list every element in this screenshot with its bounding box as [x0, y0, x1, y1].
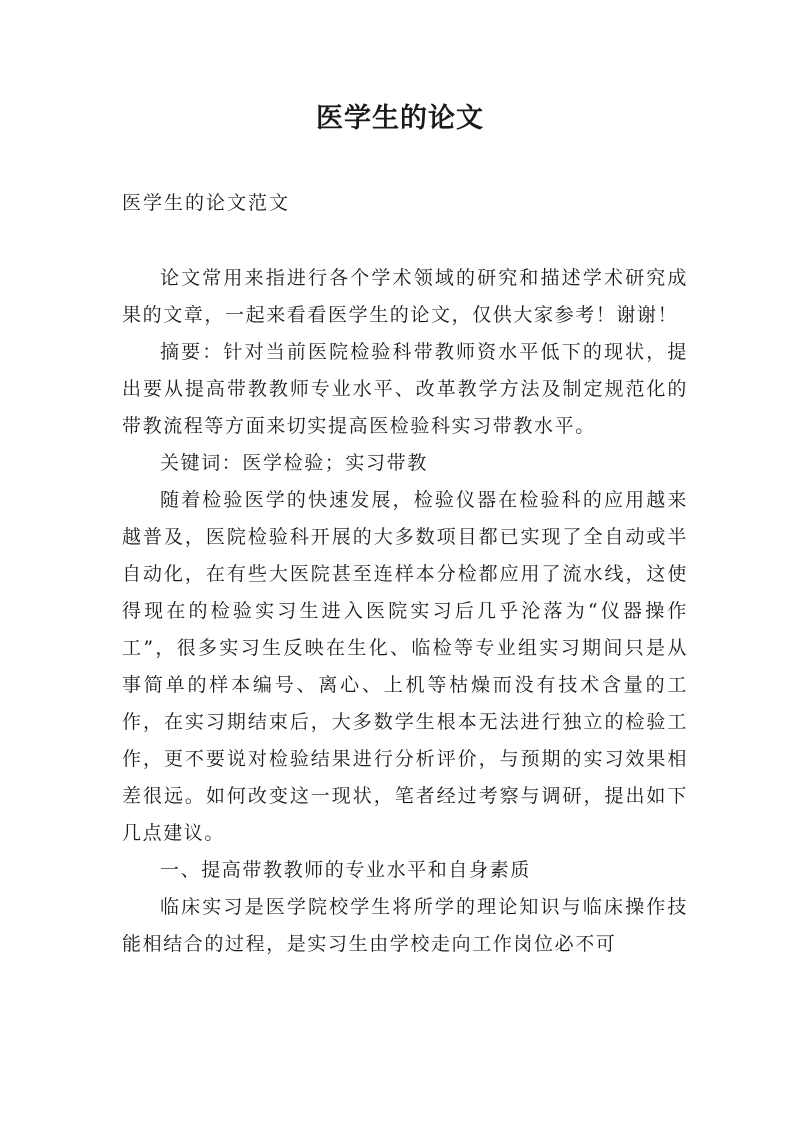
intro-paragraph: 论文常用来指进行各个学术领域的研究和描述学术研究成果的文章，一起来看看医学生的论文，仅供大家参考！谢谢！: [122, 267, 688, 326]
abstract-paragraph: 摘要：针对当前医院检验科带教师资水平低下的现状，提出要从提高带教教师专业水平、改革教学方法及制定规范化的带教流程等方面来切实提高医检验科实习带教水平。: [122, 341, 688, 437]
body-paragraph: 随着检验医学的快速发展，检验仪器在检验科的应用越来越普及，医院检验科开展的大多数项目都已实现了全自动或半自动化，在有些大医院甚至连样本分检都应用了流水线，这使得现在的检验实习生进入医院实习后几乎沦落为“仪器操作工”，很多实习生反映在生化、临检等专业组实习期间只是从事简单的样本编号、离心、上机等枯燥而没有技术含量的工作，在实习期结束后，大多数学生根本无法进行独立的检验工作，更不要说对检验结果进行分析评价，与预期的实习效果相差很远。如何改变这一现状，笔者经过考察与调研，提出如下几点建议。: [122, 489, 688, 844]
document-body: [122, 260, 688, 963]
document-title: 医学生的论文: [316, 103, 484, 134]
section-heading: 一、提高带教教师的专业水平和自身素质: [160, 859, 531, 881]
document-subtitle: 医学生的论文范文: [122, 192, 291, 214]
body-paragraph: 临床实习是医学院校学生将所学的理论知识与临床操作技能相结合的过程，是实习生由学校走向工作岗位必不可: [122, 896, 688, 955]
keywords-paragraph: 关键词：医学检验；实习带教: [160, 452, 428, 474]
